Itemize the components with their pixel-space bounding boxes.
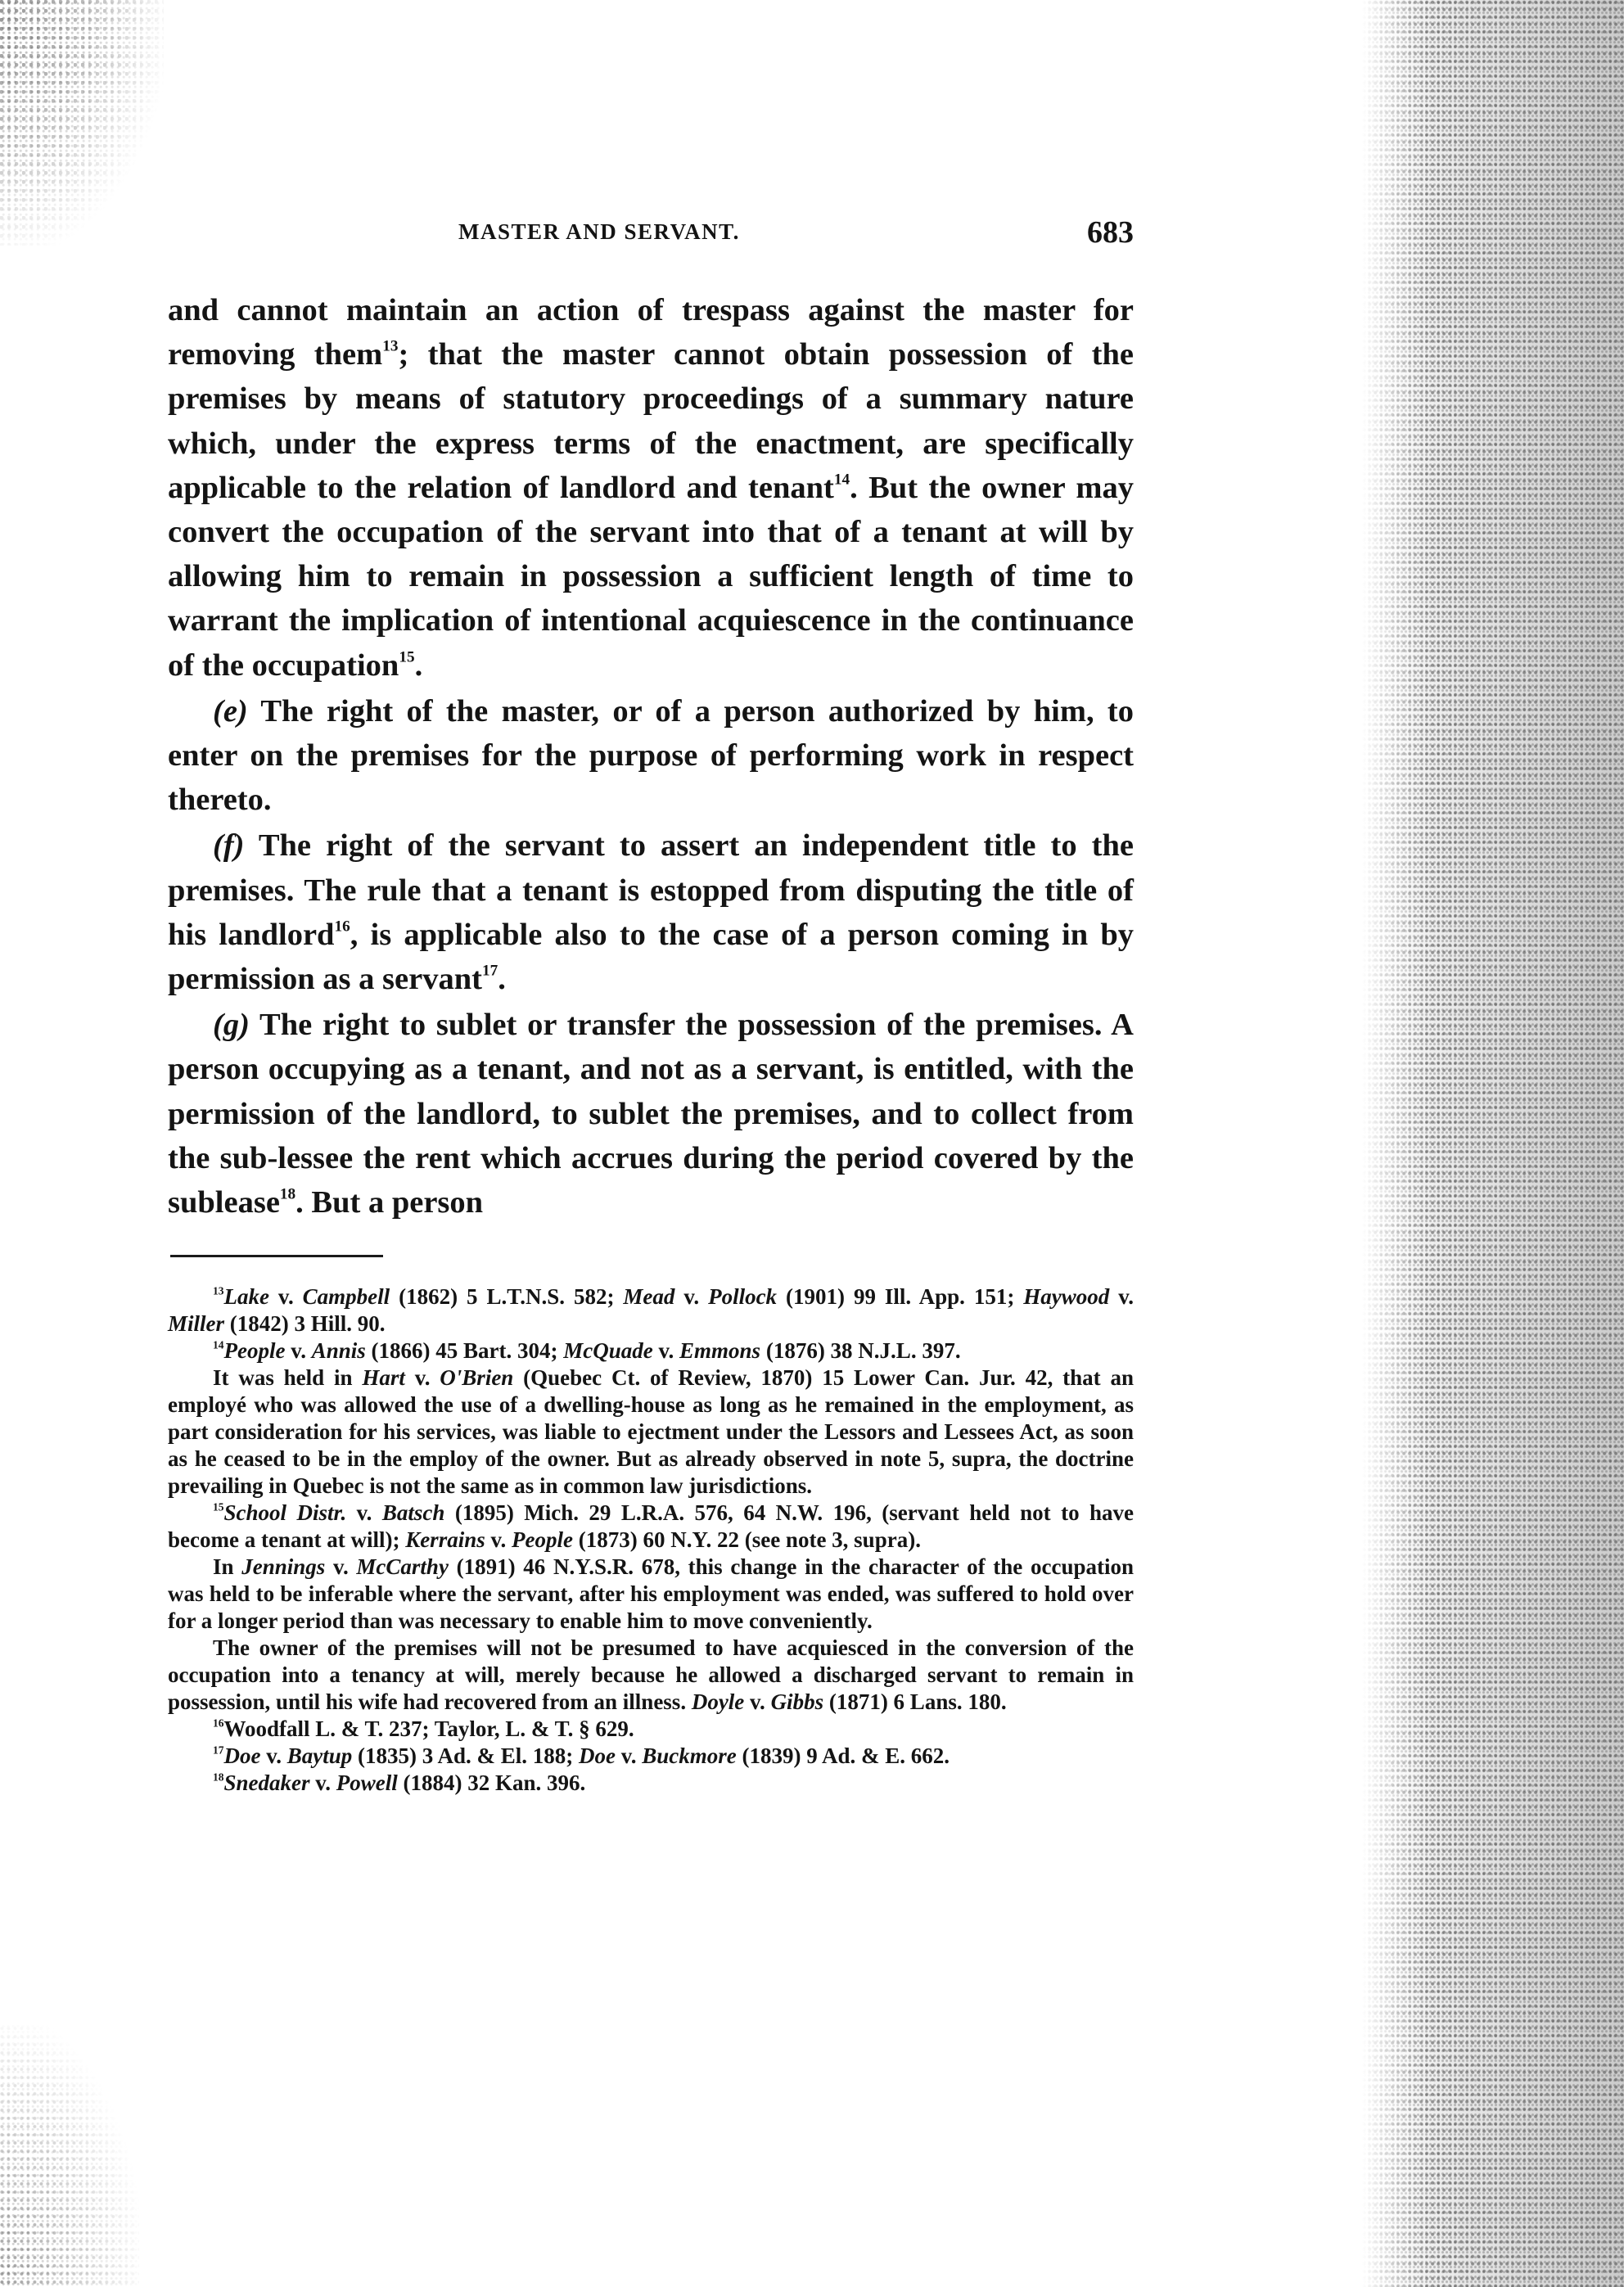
footnote-ref: 13 — [382, 337, 399, 355]
clause-label: (e) — [213, 693, 248, 729]
paragraph-e: (e) The right of the master, or of a person authorized by him, to enter on the premises for the purpose of performing work in respect thereto. — [168, 693, 1134, 818]
footnote-ref: 18 — [279, 1185, 296, 1203]
footnote-18: $^{18}$Snedaker v. Powell (1884) 32 Kan. 396. — [213, 1771, 586, 1795]
running-head — [168, 214, 1134, 255]
footnote-13: $^{13}$Lake v. Campbell (1862) 5 L.T.N.S. 582; Mead v. Pollock (1901) 99 Ill. App. 151; Haywood v. Miller (1842) 3 Hill. 90. — [168, 1284, 1135, 1336]
clause-label: (f) — [213, 828, 245, 864]
footnote-divider — [170, 1255, 383, 1257]
footnote-15-continued: In Jennings v. McCarthy (1891) 46 N.Y.S.R. 678, this change in the character of the occupation was held to be inferable where the servant, after his employment was ended, was suffered to hold over for a longer period than was necessary to enable him to move conveniently. — [168, 1554, 1134, 1633]
footnotes — [168, 1283, 1134, 1797]
body-text — [168, 288, 1134, 1225]
footnote-ref: 14 — [833, 471, 850, 489]
footnote-17: $^{17}$Doe v. Baytup (1835) 3 Ad. & El. 188; Doe v. Buckmore (1839) 9 Ad. & E. 662. — [213, 1743, 950, 1768]
scan-noise-right-edge — [1362, 0, 1624, 2287]
footnote-16: $^{16}$Woodfall L. & T. 237; Taylor, L. & T. § 629. — [213, 1716, 634, 1741]
footnote-14-continued: It was held in Hart v. O'Brien (Quebec Ct. of Review, 1870) 15 Lower Can. Jur. 42, that an employé who was allowed the use of a dwelling-house as long as he remained in the employment, as part consideration for his services, was liable to ejectment under the Lessors and Lessees Act, as soon as he ceased to be in the employ of the owner. But as already observed in note 5, supra, the doctrine prevailing in Quebec is not the same as in common law jurisdictions. — [168, 1365, 1134, 1498]
page-number: 683 — [1087, 215, 1134, 250]
clause-label: (g) — [213, 1008, 250, 1043]
footnote-ref: 16 — [334, 918, 350, 936]
footnote-ref: 17 — [481, 962, 498, 980]
paragraph-g: (g) The right to sublet or transfer the possession of the premises. A person occupying as a tenant, and not as a servant, is entitled, with the permission of the landlord, to sublet the premises, and to collect from the sub-lessee the rent which accrues during the period covered by the sublease$^{18}$. But a person — [168, 1008, 1134, 1220]
paragraph-f: (f) The right of the servant to assert an independent title to the premises. The rule that a tenant is estopped from disputing the title of his landlord$^{16}$, is applicable also to the case of a person coming in by permission as a servant$^{17}$. — [168, 828, 1134, 997]
scan-noise-bottom-left — [0, 2025, 139, 2287]
scan-noise-top-left — [0, 0, 164, 246]
running-title: MASTER AND SERVANT. — [458, 219, 740, 244]
footnote-15-continued-2: The owner of the premises will not be presumed to have acquiesced in the conversion of the occupation into a tenancy at will, merely because he allowed a discharged servant to remain in possession, until his wife had recovered from an illness. Doyle v. Gibbs (1871) 6 Lans. 180. — [168, 1635, 1134, 1714]
footnote-ref: 15 — [399, 648, 415, 666]
footnote-14: $^{14}$People v. Annis (1866) 45 Bart. 304; McQuade v. Emmons (1876) 38 N.J.L. 397. — [213, 1338, 961, 1363]
footnote-15: $^{15}$School Distr. v. Batsch (1895) Mich. 29 L.R.A. 576, 64 N.W. 196, (servant held not to have become a tenant at will); Kerrains v. People (1873) 60 N.Y. 22 (see note 3, supra). — [168, 1500, 1135, 1552]
paragraph-continuation: and cannot maintain an action of trespass against the master for removing them$^{13}$; that the master cannot obtain possession of the premises by means of statutory proceedings of a summary nature which, under the express terms of the enactment, are specifically applicable to the relation of landlord and tenant$^{14}$. But the owner may convert the occupation of the servant into that of a tenant at will by allowing him to remain in possession a sufficient length of time to warrant the implication of intentional acquiescence in the continuance of the occupation$^{15}$. — [168, 293, 1134, 683]
